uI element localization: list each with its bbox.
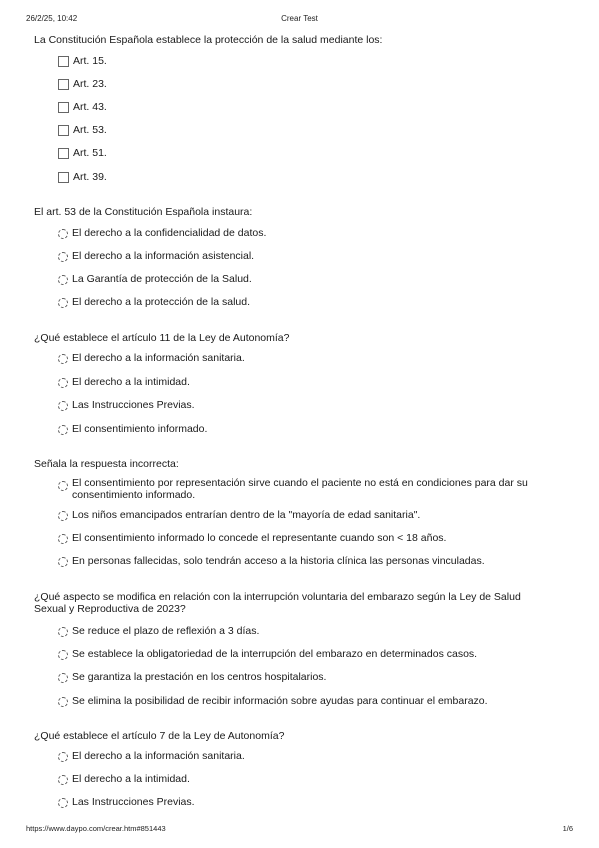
option-label: Art. 53. (73, 124, 107, 136)
option-q1-6[interactable] (58, 172, 558, 184)
option-q6-3[interactable] (58, 797, 558, 809)
option-q1-1[interactable] (58, 56, 558, 68)
option-label: Se elimina la posibilidad de recibir información sobre ayudas para continuar el embarazo. (72, 695, 488, 707)
option-q3-3[interactable] (58, 400, 558, 412)
option-label: Las Instrucciones Previas. (72, 399, 195, 411)
option-label: La Garantía de protección de la Salud. (72, 273, 252, 285)
option-q1-5[interactable] (58, 148, 558, 160)
radio-icon[interactable] (58, 298, 68, 308)
option-label: Art. 51. (73, 147, 107, 159)
radio-icon[interactable] (58, 275, 68, 285)
option-label: El consentimiento por representación sirve cuando el paciente no está en condiciones para dar su consentimiento informado. (72, 477, 528, 501)
option-label: Los niños emancipados entrarían dentro de la "mayoría de edad sanitaria". (72, 509, 421, 521)
option-q6-1[interactable] (58, 751, 558, 763)
option-label: Art. 23. (73, 78, 107, 90)
option-label: Art. 15. (73, 55, 107, 67)
page-url: https://www.daypo.com/crear.htm#851443 (26, 824, 166, 833)
checkbox-icon[interactable] (58, 125, 69, 136)
option-label: El derecho a la información sanitaria. (72, 750, 245, 762)
option-q1-2[interactable] (58, 79, 558, 91)
radio-icon[interactable] (58, 627, 68, 637)
radio-icon[interactable] (58, 252, 68, 262)
option-q6-2[interactable] (58, 774, 558, 786)
radio-icon[interactable] (58, 673, 68, 683)
radio-icon[interactable] (58, 401, 68, 411)
radio-icon[interactable] (58, 354, 68, 364)
option-label: Art. 43. (73, 101, 107, 113)
option-label: Las Instrucciones Previas. (72, 796, 195, 808)
radio-icon[interactable] (58, 752, 68, 762)
option-q5-1[interactable] (58, 626, 558, 638)
option-q4-4[interactable] (58, 556, 558, 568)
option-label: El derecho a la intimidad. (72, 376, 190, 388)
page-title: Crear Test (281, 14, 318, 23)
option-q1-4[interactable] (58, 125, 558, 137)
option-q5-4[interactable] (58, 696, 558, 708)
radio-icon[interactable] (58, 557, 68, 567)
option-q5-2[interactable] (58, 649, 558, 661)
checkbox-icon[interactable] (58, 148, 69, 159)
option-q2-4[interactable] (58, 297, 558, 309)
question-2-text: El art. 53 de la Constitución Española instaura: (34, 206, 253, 218)
print-datetime: 26/2/25, 10:42 (26, 14, 78, 23)
option-label: El derecho a la intimidad. (72, 773, 190, 785)
radio-icon[interactable] (58, 425, 68, 435)
option-label: Se garantiza la prestación en los centros hospitalarios. (72, 671, 327, 683)
radio-icon[interactable] (58, 650, 68, 660)
radio-icon[interactable] (58, 229, 68, 239)
option-label: El derecho a la información asistencial. (72, 250, 255, 262)
option-label: Se establece la obligatoriedad de la interrupción del embarazo en determinados casos. (72, 648, 478, 660)
checkbox-icon[interactable] (58, 102, 69, 113)
radio-icon[interactable] (58, 378, 68, 388)
option-q2-2[interactable] (58, 251, 558, 263)
radio-icon[interactable] (58, 511, 68, 521)
question-4-text: Señala la respuesta incorrecta: (34, 458, 179, 470)
option-label: Art. 39. (73, 171, 107, 183)
option-label: El derecho a la confidencialidad de datos. (72, 227, 267, 239)
option-q4-3[interactable] (58, 533, 558, 545)
option-q3-1[interactable] (58, 353, 558, 365)
option-label: El consentimiento informado lo concede el representante cuando son < 18 años. (72, 532, 447, 544)
question-1-text: La Constitución Española establece la protección de la salud mediante los: (34, 34, 383, 46)
radio-icon[interactable] (58, 697, 68, 707)
radio-icon[interactable] (58, 481, 68, 491)
question-5-text: ¿Qué aspecto se modifica en relación con la interrupción voluntaria del embarazo según la Ley de Salud Sexual y Reproductiva de 2023? (34, 591, 521, 615)
option-q2-3[interactable] (58, 274, 558, 286)
option-q4-2[interactable] (58, 510, 558, 522)
option-label: Se reduce el plazo de reflexión a 3 días. (72, 625, 260, 637)
option-q3-4[interactable] (58, 424, 558, 436)
radio-icon[interactable] (58, 775, 68, 785)
radio-icon[interactable] (58, 798, 68, 808)
question-3-text: ¿Qué establece el artículo 11 de la Ley de Autonomía? (34, 332, 290, 344)
option-q3-2[interactable] (58, 377, 558, 389)
checkbox-icon[interactable] (58, 172, 69, 183)
option-label: En personas fallecidas, solo tendrán acceso a la historia clínica las personas vinculadas. (72, 555, 485, 567)
option-q4-1[interactable] (58, 478, 558, 501)
option-q5-3[interactable] (58, 672, 558, 684)
option-q2-1[interactable] (58, 228, 558, 240)
page-number: 1/6 (562, 824, 573, 833)
option-label: El derecho a la protección de la salud. (72, 296, 251, 308)
option-label: El consentimiento informado. (72, 423, 208, 435)
checkbox-icon[interactable] (58, 79, 69, 90)
question-6-text: ¿Qué establece el artículo 7 de la Ley de Autonomía? (34, 730, 285, 742)
option-q1-3[interactable] (58, 102, 558, 114)
checkbox-icon[interactable] (58, 56, 69, 67)
option-label: El derecho a la información sanitaria. (72, 352, 245, 364)
radio-icon[interactable] (58, 534, 68, 544)
